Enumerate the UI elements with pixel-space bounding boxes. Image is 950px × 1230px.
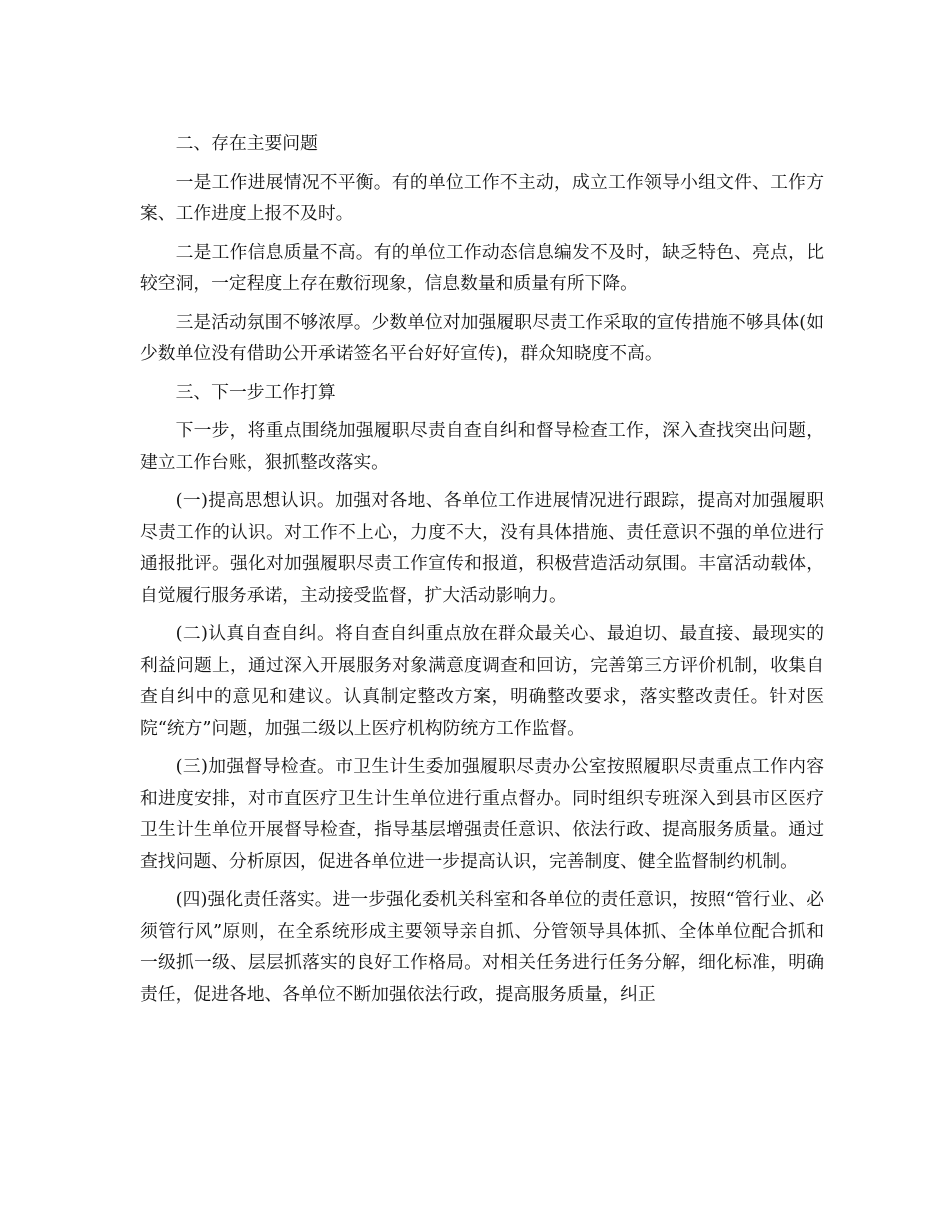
document-page (140, 128, 824, 1017)
section-heading-next-steps: 三、下一步工作打算 (175, 381, 336, 403)
paragraph-self-inspection: (二)认真自查自纠。将自查自纠重点放在群众最关心、最迫切、最直接、最现实的利益问题上，通过深入开展服务对象满意度调查和回访，完善第三方评价机制，收集自查自纠中的意见和建议。认真制定整改方案，明确整改要求，落实整改责任。针对医院“统方”问题，加强二级以上医疗机构防统方工作监督。 (140, 623, 824, 739)
paragraph-next-step-intro: 下一步，将重点围绕加强履职尽责自查自纠和督导检查工作，深入查找突出问题，建立工作台账，狠抓整改落实。 (140, 420, 824, 473)
paragraph-raise-awareness: (一)提高思想认识。加强对各地、各单位工作进展情况进行跟踪，提高对加强履职尽责工作的认识。对工作不上心，力度不大，没有具体措施、责任意识不强的单位进行通报批评。强化对加强履职尽责工作宣传和报道，积极营造活动氛围。丰富活动载体，自觉履行服务承诺，主动接受监督，扩大活动影响力。 (140, 490, 824, 606)
paragraph-imbalance: 一是工作进展情况不平衡。有的单位工作不主动，成立工作领导小组文件、工作方案、工作进度上报不及时。 (140, 171, 824, 224)
section-heading-problems: 二、存在主要问题 (175, 133, 318, 154)
paragraph-responsibility: (四)强化责任落实。进一步强化委机关科室和各单位的责任意识，按照“管行业、必须管行风”原则，在全系统形成主要领导亲自抓、分管领导具体抓、全体单位配合抓和一级抓一级、层层抓落实的良好工作格局。对相关任务进行任务分解，细化标准，明确责任，促进各地、各单位不断加强依法行政，提高服务质量，纠正 (140, 889, 824, 1005)
paragraph-atmosphere: 三是活动氛围不够浓厚。少数单位对加强履职尽责工作采取的宣传措施不够具体(如少数单位没有借助公开承诺签名平台好好宣传)，群众知晓度不高。 (140, 311, 824, 364)
paragraph-supervision: (三)加强督导检查。市卫生计生委加强履职尽责办公室按照履职尽责重点工作内容和进度安排，对市直医疗卫生计生单位进行重点督办。同时组织专班深入到县市区医疗卫生计生单位开展督导检查，指导基层增强责任意识、依法行政、提高服务质量。通过查找问题、分析原因，促进各单位进一步提高认识，完善制度、健全监督制约机制。 (140, 756, 824, 872)
paragraph-info-quality: 二是工作信息质量不高。有的单位工作动态信息编发不及时，缺乏特色、亮点，比较空洞，一定程度上存在敷衍现象，信息数量和质量有所下降。 (140, 241, 824, 294)
